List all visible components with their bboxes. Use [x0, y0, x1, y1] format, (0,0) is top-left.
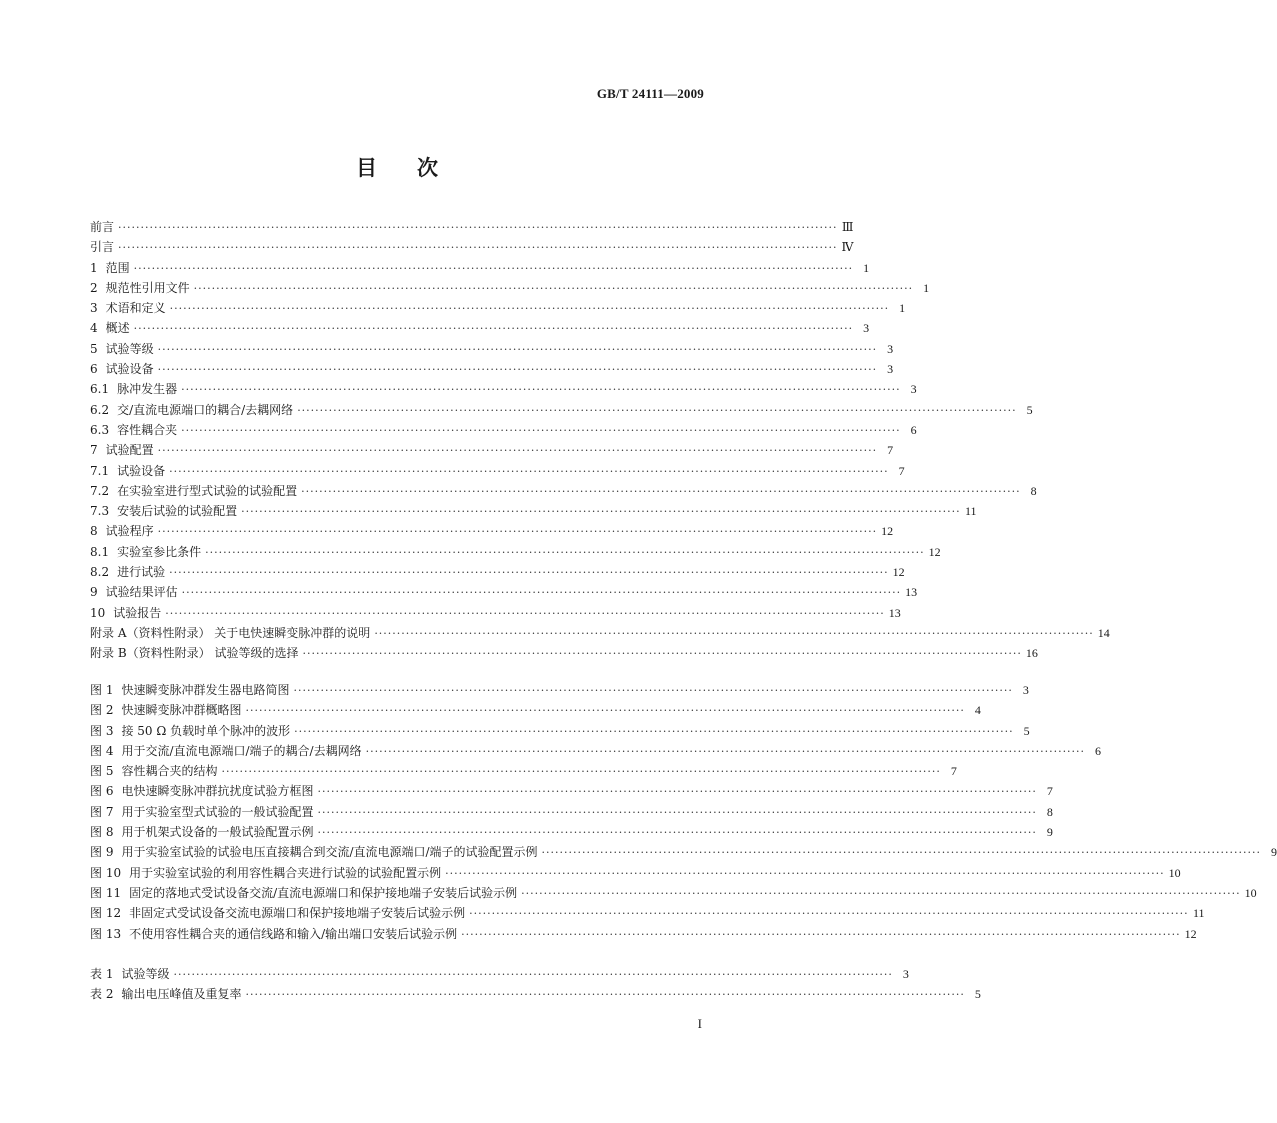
toc-entry-page: 12 [1184, 926, 1197, 941]
toc-entry-number: 表 2 [90, 987, 114, 1002]
toc-entry-number: 图 11 [90, 885, 122, 900]
toc-leader-dots: ································································································································································ [157, 444, 878, 458]
toc-leader-dots: ································································································································································ [302, 647, 1022, 661]
toc-leader-dots: ································································································································································ [317, 805, 1037, 819]
toc-entry[interactable] [90, 741, 1102, 761]
toc-entry[interactable] [90, 643, 1038, 663]
toc-entry-page: 4 [974, 703, 981, 718]
toc-figures-list [90, 680, 1277, 944]
toc-leader-dots: ································································································································································ [521, 886, 1241, 900]
toc-entry-text: 实验室参比条件 [117, 544, 202, 559]
toc-leader-dots: ································································································································································ [169, 566, 889, 580]
toc-entry-text: 在实验室进行型式试验的试验配置 [117, 483, 298, 498]
toc-entry-label [90, 623, 374, 643]
toc-entry-label [90, 842, 542, 862]
toc-entry[interactable] [90, 721, 1030, 741]
toc-leader-dots: ································································································································································ [365, 744, 1086, 758]
toc-leader-dots: ································································································································································ [317, 826, 1037, 840]
toc-entry-label [90, 903, 469, 923]
toc-entry[interactable] [90, 379, 917, 399]
toc-entry-page: 7 [1046, 784, 1053, 799]
toc-entry[interactable] [90, 802, 1053, 822]
toc-leader-dots: ································································································································································ [157, 342, 878, 356]
toc-entry-number: 6.3 [90, 422, 110, 437]
toc-entry-page: 10 [1244, 885, 1257, 900]
toc-entry-text: 用于机架式设备的一般试验配置示例 [121, 825, 314, 840]
toc-entry-label [90, 400, 297, 420]
toc-entry-label [90, 680, 293, 700]
toc-leader-dots: ································································································································································ [205, 545, 925, 559]
toc-entry[interactable] [90, 582, 918, 602]
toc-entry-page: 1 [863, 260, 870, 275]
toc-entry-label [90, 481, 301, 501]
toc-leader-dots: ································································································································································ [469, 907, 1189, 921]
toc-leader-dots: ································································································································································ [133, 322, 854, 336]
toc-entry-label [90, 217, 118, 237]
toc-entry-label [90, 802, 317, 822]
toc-entry-page: 1 [923, 280, 930, 295]
toc-entry[interactable] [90, 481, 1037, 501]
toc-entry-label [90, 278, 194, 298]
toc-tables-list [90, 964, 981, 1005]
toc-entry[interactable] [90, 318, 870, 338]
toc-entry-label [90, 964, 173, 984]
toc-entry-page: 11 [1193, 906, 1205, 921]
toc-entry-number: 图 13 [90, 926, 122, 941]
toc-entry[interactable] [90, 863, 1181, 883]
toc-entry[interactable] [90, 542, 941, 562]
toc-entry-label [90, 721, 294, 741]
toc-leader-dots: ································································································································································ [245, 988, 965, 1002]
toc-entry-number: 7.1 [90, 463, 110, 478]
toc-leader-dots: ································································································································································ [118, 221, 838, 234]
toc-entry[interactable] [90, 298, 906, 318]
toc-entry-text: 试验设备 [117, 463, 166, 478]
toc-entry-text: 安装后试验的试验配置 [117, 504, 238, 519]
toc-leader-dots: ································································································································································ [461, 927, 1181, 941]
toc-entry[interactable] [90, 623, 1110, 643]
toc-entry[interactable] [90, 924, 1197, 944]
toc-entry-text: 概述 [105, 321, 130, 336]
toc-entry-label [90, 521, 158, 541]
page-title [0, 152, 794, 182]
toc-entry-label [90, 258, 134, 278]
toc-entry-label [90, 461, 169, 481]
toc-entry-page: 11 [965, 504, 977, 519]
toc-entry-page: 5 [974, 987, 981, 1002]
toc-entry-text: 容性耦合夹的结构 [121, 764, 218, 779]
toc-entry-number: 图 3 [90, 723, 114, 738]
toc-entry-number: 4 [90, 321, 98, 336]
toc-entry-text: 试验设备 [105, 362, 154, 377]
toc-entry-page: 7 [887, 443, 894, 458]
toc-entry-text: 试验等级 [105, 341, 154, 356]
toc-entry[interactable] [90, 339, 894, 359]
toc-leader-dots: ································································································································································ [169, 464, 889, 478]
toc-entry-number: 图 12 [90, 906, 122, 921]
toc-entry-page: 12 [892, 565, 905, 580]
toc-entry-label [90, 781, 317, 801]
toc-entry-label [90, 542, 205, 562]
toc-main-list [90, 217, 1110, 664]
toc-entry-number: 2 [90, 280, 98, 295]
toc-entry-label [90, 582, 182, 602]
toc-entry-text: 范围 [105, 260, 130, 275]
toc-entry[interactable] [90, 883, 1257, 903]
toc-entry[interactable] [90, 501, 977, 521]
toc-leader-dots: ································································································································································ [133, 261, 854, 275]
toc-entry-text: 试验配置 [105, 443, 154, 458]
toc-leader-dots: ································································································································································ [374, 626, 1094, 640]
toc-entry-label [90, 359, 158, 379]
toc-entry-number: 图 5 [90, 764, 114, 779]
toc-entry-page: 3 [902, 967, 909, 981]
toc-entry-text: 用于实验室试验的利用容性耦合夹进行试验的试验配置示例 [129, 865, 442, 880]
toc-entry[interactable] [90, 700, 981, 720]
toc-entry-number: 3 [90, 301, 98, 316]
toc-entry-number: 7.2 [90, 483, 110, 498]
toc-entry-text: 接 50 Ω 负载时单个脉冲的波形 [121, 723, 291, 738]
toc-entry-label [90, 318, 134, 338]
toc-entry-label [90, 863, 445, 883]
toc-leader-dots: ································································································································································ [541, 846, 1261, 860]
toc-entry-number: 9 [90, 585, 98, 600]
toc-entry-label [90, 761, 221, 781]
toc-entry-text: 术语和定义 [105, 301, 166, 316]
toc-entry-label [90, 741, 366, 761]
toc-leader-dots: ································································································································································ [297, 403, 1017, 417]
toc-entry-number: 6.2 [90, 402, 110, 417]
toc-entry-page: 6 [910, 422, 917, 437]
toc-entry-text: 试验等级 [121, 967, 170, 981]
toc-entry-page: 14 [1097, 625, 1110, 640]
page-number: I [697, 1016, 702, 1031]
toc-entry-label [90, 420, 181, 440]
toc-entry[interactable] [90, 842, 1277, 862]
toc-entry-number: 表 1 [90, 967, 114, 981]
toc-entry-page: 5 [1023, 723, 1030, 738]
toc-entry-page: 7 [898, 463, 905, 478]
toc-entry-text: 进行试验 [117, 565, 166, 580]
toc-leader-dots: ································································································································································ [445, 866, 1165, 880]
toc-entry-number: 图 7 [90, 804, 114, 819]
toc-entry-number: 7 [90, 443, 98, 458]
toc-entry-text: 电快速瞬变脉冲群抗扰度试验方框图 [121, 784, 314, 799]
toc-entry-page: 1 [899, 301, 906, 316]
toc-entry-page: 8 [1046, 804, 1053, 819]
toc-leader-dots: ································································································································································ [245, 704, 965, 718]
toc-entry-page: 3 [863, 321, 870, 336]
toc-entry-label [90, 643, 302, 663]
toc-entry-page: 10 [1168, 865, 1181, 880]
toc-entry-number: 6.1 [90, 382, 110, 397]
toc-entry-number: 8.2 [90, 565, 110, 580]
toc-entry-page: 13 [905, 585, 918, 600]
toc-entry[interactable] [90, 603, 901, 623]
toc-entry-text: 附录 A（资料性附录） 关于电快速瞬变脉冲群的说明 [90, 625, 371, 640]
toc-entry[interactable] [90, 440, 894, 460]
toc-entry[interactable] [90, 903, 1205, 923]
toc-entry-text: 附录 B（资料性附录） 试验等级的选择 [90, 646, 299, 661]
toc-entry[interactable] [90, 420, 917, 440]
toc-entry-number: 图 4 [90, 743, 114, 758]
toc-entry-number: 图 1 [90, 683, 114, 697]
toc-entry[interactable] [90, 761, 957, 781]
toc-entry-page: 12 [881, 524, 894, 539]
toc-entry-page: 3 [887, 362, 894, 377]
toc-entry-text: 固定的落地式受试设备交流/直流电源端口和保护接地端子安装后试验示例 [129, 885, 518, 900]
toc-entry-label [90, 700, 245, 720]
toc-entry-text: 试验结果评估 [105, 585, 178, 600]
toc-entry-text: 试验程序 [105, 524, 154, 539]
toc-entry-number: 图 6 [90, 784, 114, 799]
toc-leader-dots: ································································································································································ [301, 484, 1021, 498]
toc-entry-page: 3 [887, 341, 894, 356]
toc-entry-number: 图 2 [90, 703, 114, 718]
toc-leader-dots: ································································································································································ [157, 363, 878, 377]
toc-entry-number: 8.1 [90, 544, 110, 559]
toc-entry-label [90, 339, 158, 359]
toc-entry-number: 10 [90, 605, 106, 620]
toc-entry-label [90, 822, 317, 842]
toc-leader-dots: ································································································································································ [193, 281, 914, 295]
toc-entry-text: 不使用容性耦合夹的通信线路和输入/输出端口安装后试验示例 [129, 926, 458, 941]
toc-entry-page: 3 [1022, 683, 1029, 697]
toc-entry-label [90, 603, 165, 623]
toc-entry-number: 图 8 [90, 825, 114, 840]
toc-entry-label [90, 883, 521, 903]
toc-entry-label [90, 298, 170, 318]
toc-entry[interactable] [90, 400, 1033, 420]
toc-leader-dots: ································································································································································ [181, 383, 901, 397]
toc-entry-page: 9 [1271, 845, 1277, 860]
toc-leader-dots: ································································································································································ [181, 423, 901, 437]
standard-number: GB/T 24111—2009 [596, 86, 704, 101]
toc-entry-number: 7.3 [90, 504, 110, 519]
toc-entry-page: 12 [928, 544, 941, 559]
toc-leader-dots: ································································································································································ [181, 586, 902, 600]
toc-leader-dots: ································································································································································ [157, 525, 878, 539]
toc-entry-page: 3 [910, 382, 917, 397]
toc-entry-label [90, 562, 169, 582]
toc-leader-dots: ································································································································································ [293, 684, 1013, 697]
toc-entry-text: 用于实验室试验的试验电压直接耦合到交流/直流电源端口/端子的试验配置示例 [121, 845, 538, 860]
toc-entry[interactable] [90, 359, 894, 379]
toc-leader-dots: ································································································································································ [173, 968, 893, 981]
toc-entry[interactable] [90, 237, 854, 257]
toc-entry[interactable] [90, 680, 1029, 700]
toc-entry-text: 容性耦合夹 [117, 422, 178, 437]
toc-entry-page: Ⅳ [841, 240, 854, 255]
toc-entry-number: 1 [90, 260, 98, 275]
toc-entry-text: 前言 [90, 220, 115, 234]
toc-entry-number: 图 9 [90, 845, 114, 860]
toc-entry-number: 6 [90, 362, 98, 377]
toc-leader-dots: ································································································································································ [294, 724, 1014, 738]
toc-entry-text: 试验报告 [113, 605, 162, 620]
toc-entry-text: 用于实验室型式试验的一般试验配置 [121, 804, 314, 819]
toc-entry-page: 16 [1025, 646, 1038, 661]
toc-entry[interactable] [90, 984, 981, 1004]
toc-entry-label [90, 984, 245, 1004]
toc-entry-label [90, 924, 461, 944]
toc-entry-text: 交/直流电源端口的耦合/去耦网络 [117, 402, 294, 417]
toc-entry-page: 9 [1046, 825, 1053, 840]
toc-leader-dots: ································································································································································ [118, 241, 838, 255]
toc-entry-text: 引言 [90, 240, 115, 255]
toc-entry[interactable] [90, 781, 1053, 801]
toc-leader-dots: ································································································································································ [169, 302, 890, 316]
toc-entry-label [90, 379, 181, 399]
toc-entry[interactable] [90, 964, 909, 984]
toc-entry-label [90, 501, 241, 521]
toc-leader-dots: ································································································································································ [165, 606, 885, 620]
toc-entry-text: 规范性引用文件 [105, 280, 190, 295]
toc-entry-text: 输出电压峰值及重复率 [121, 987, 242, 1002]
title-char-1: 目 [356, 156, 377, 180]
toc-entry-text: 快速瞬变脉冲群发生器电路简图 [121, 683, 290, 697]
toc-entry-label [90, 440, 158, 460]
toc-entry[interactable] [90, 278, 930, 298]
toc-entry-page: 8 [1030, 483, 1037, 498]
toc-entry-text: 脉冲发生器 [117, 382, 178, 397]
toc-entry-number: 5 [90, 341, 98, 356]
toc-entry[interactable] [90, 562, 905, 582]
toc-entry-label [90, 237, 118, 257]
toc-entry-number: 图 10 [90, 865, 122, 880]
toc-leader-dots: ································································································································································ [241, 505, 961, 519]
toc-entry[interactable] [90, 258, 870, 278]
title-char-2: 次 [417, 156, 438, 180]
toc-entry-number: 8 [90, 524, 98, 539]
toc-entry-text: 快速瞬变脉冲群概略图 [121, 703, 242, 718]
toc-entry-page: 7 [950, 764, 957, 779]
toc-entry-page: Ⅲ [841, 220, 854, 234]
toc-entry-page: 6 [1095, 743, 1102, 758]
toc-entry-text: 非固定式受试设备交流电源端口和保护接地端子安装后试验示例 [129, 906, 466, 921]
toc-entry[interactable] [90, 461, 905, 481]
toc-entry-page: 5 [1026, 402, 1033, 417]
toc-leader-dots: ································································································································································ [221, 765, 941, 779]
toc-entry[interactable] [90, 822, 1053, 842]
toc-entry-text: 用于交流/直流电源端口/端子的耦合/去耦网络 [121, 743, 362, 758]
toc-entry-page: 13 [888, 605, 901, 620]
toc-entry[interactable] [90, 217, 854, 237]
toc-leader-dots: ································································································································································ [317, 785, 1037, 799]
toc-entry[interactable] [90, 521, 894, 541]
